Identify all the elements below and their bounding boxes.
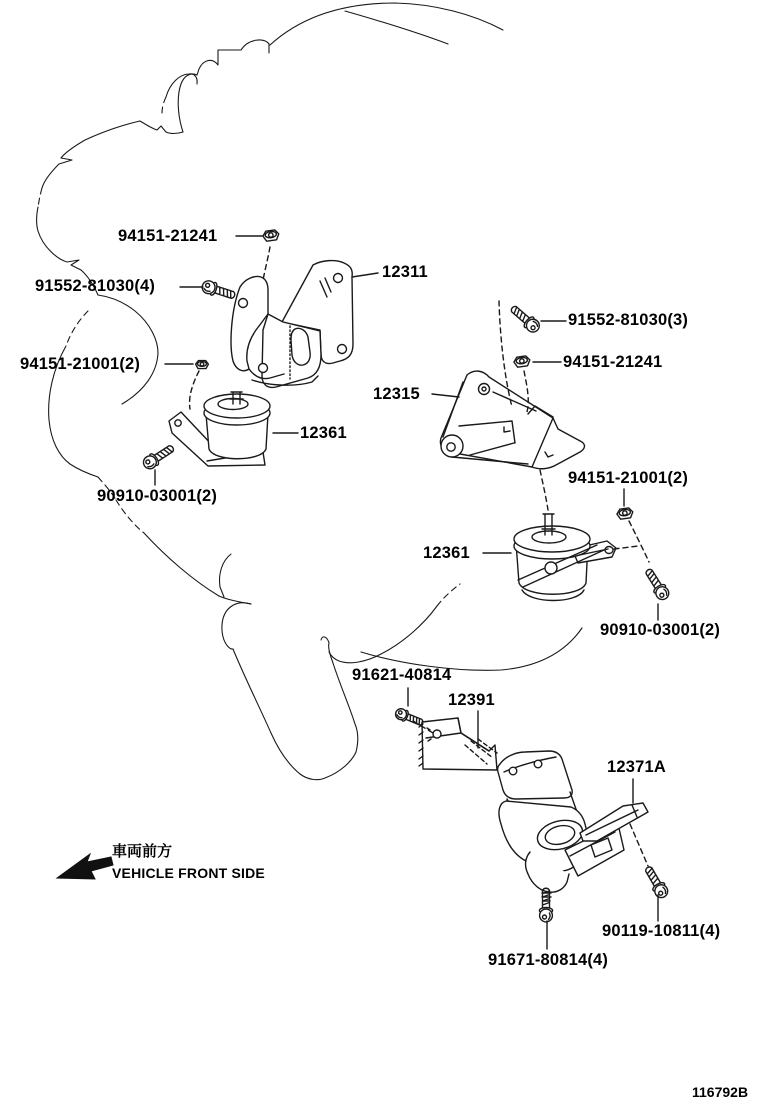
- part-label-90910-03001-right[interactable]: 90910-03001(2): [600, 620, 721, 639]
- bracket-12391: [419, 718, 497, 770]
- part-label-94151-21001-left[interactable]: 94151-21001(2): [20, 354, 141, 373]
- part-label-12361-left[interactable]: 12361: [300, 423, 347, 442]
- vehicle-front-label-en: VEHICLE FRONT SIDE: [112, 865, 265, 881]
- mount-12361-front-right: [514, 514, 616, 601]
- vehicle-front-arrow-icon: [57, 854, 113, 879]
- nut-94151-21241-top-icon: [262, 229, 279, 241]
- bolt-90119-10811-icon: [642, 864, 670, 900]
- part-label-91552-81030-4[interactable]: 91552-81030(4): [35, 276, 156, 295]
- vehicle-front-label-jp: 車両前方: [112, 843, 173, 860]
- part-label-12311[interactable]: 12311: [382, 262, 428, 281]
- part-label-91671-80814[interactable]: 91671-80814(4): [488, 950, 609, 969]
- bolt-90910-03001-left-icon: [141, 442, 176, 471]
- fasteners: [141, 229, 671, 921]
- part-label-12391[interactable]: 12391: [448, 690, 495, 709]
- part-label-91621-40814[interactable]: 91621-40814: [352, 665, 452, 684]
- part-label-94151-21001-right[interactable]: 94151-21001(2): [568, 468, 689, 487]
- bracket-12311: [231, 261, 353, 388]
- nut-94151-21001-right-icon: [616, 507, 633, 519]
- figure-code: 116792B: [692, 1084, 749, 1100]
- nut-94151-21001-left-icon: [196, 361, 209, 369]
- nut-94151-21241-right-icon: [513, 355, 530, 367]
- part-label-91552-81030-3[interactable]: 91552-81030(3): [568, 310, 689, 329]
- part-label-90119-10811[interactable]: 90119-10811(4): [602, 921, 721, 940]
- part-label-12361-right[interactable]: 12361: [423, 543, 470, 562]
- part-label-90910-03001-left[interactable]: 90910-03001(2): [97, 486, 218, 505]
- mount-12361-front-left: [169, 392, 270, 466]
- bolt-90910-03001-right-icon: [642, 567, 671, 603]
- bolt-91621-40814-icon: [394, 707, 425, 728]
- part-label-94151-21241-top[interactable]: 94151-21241: [118, 226, 218, 245]
- part-label-94151-21241-right[interactable]: 94151-21241: [563, 352, 663, 371]
- bolt-91552-81030-3-icon: [508, 303, 542, 335]
- part-label-12315[interactable]: 12315: [373, 384, 420, 403]
- bracket-12315: [440, 371, 584, 469]
- part-label-12371a[interactable]: 12371A: [607, 757, 666, 776]
- bolt-91552-81030-4-icon: [200, 279, 236, 302]
